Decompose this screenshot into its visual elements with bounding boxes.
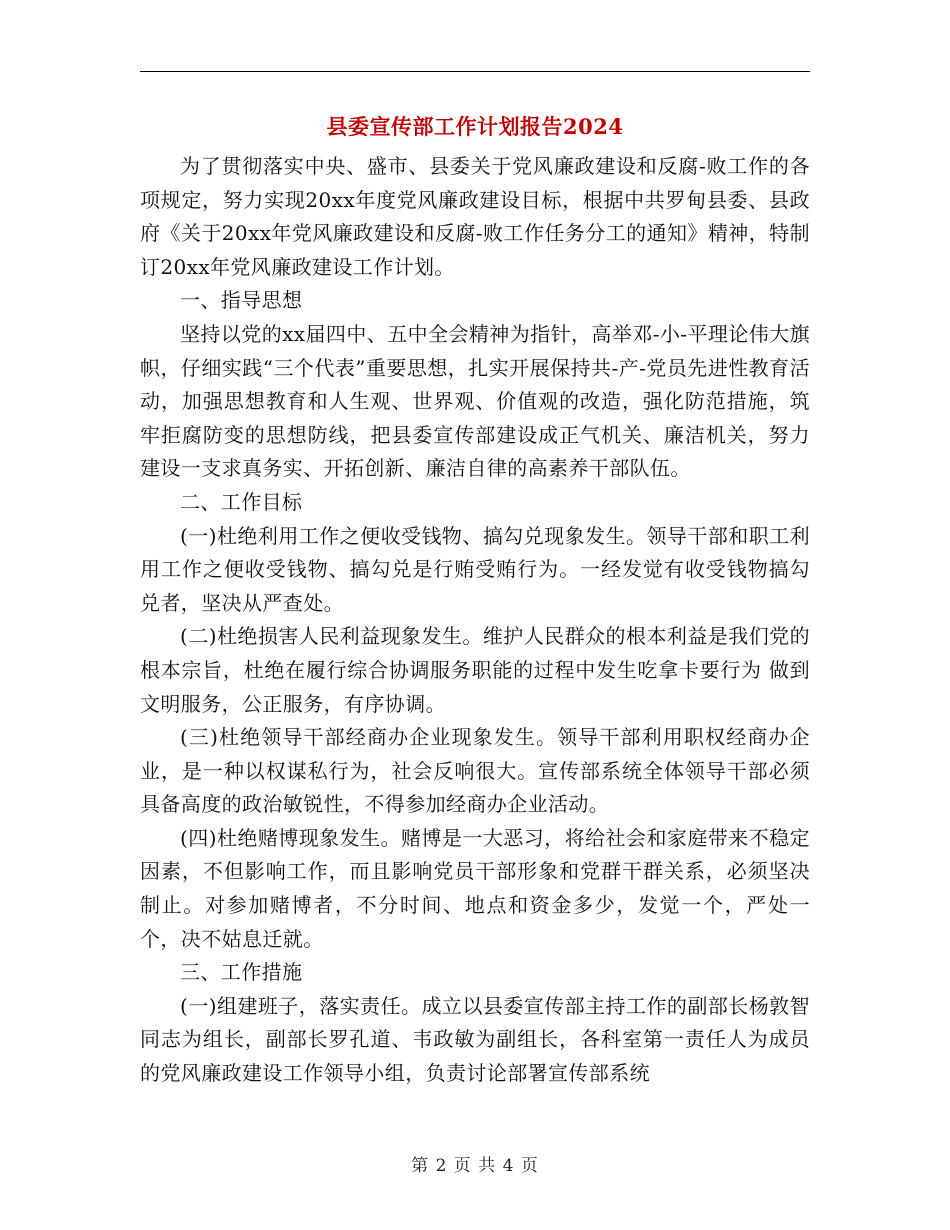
document-title: 县委宣传部工作计划报告2024 bbox=[326, 114, 624, 139]
header-rule bbox=[140, 71, 810, 72]
document-body bbox=[140, 150, 810, 1091]
intro-paragraph: 为了贯彻落实中央、盛市、县委关于党风廉政建设和反腐-败工作的各项规定，努力实现20xx年度党风廉政建设目标，根据中共罗甸县委、县政府《关于20xx年党风廉政建设和反腐-败工作任务分工的通知》精神，特制订20xx年党风廉政建设工作计划。 bbox=[140, 154, 810, 279]
work-goal-item-3: (三)杜绝领导干部经商办企业现象发生。领导干部利用职权经商办企业，是一种以权谋私行为，社会反响很大。宣传部系统全体领导干部必须具备高度的政治敏锐性，不得参加经商办企业活动。 bbox=[140, 725, 810, 817]
work-goal-item-4: (四)杜绝赌博现象发生。赌博是一大恶习，将给社会和家庭带来不稳定因素，不但影响工作，而且影响党员干部形象和党群干群关系，必须坚决制止。对参加赌博者，不分时间、地点和资金多少，发觉一个，严处一个，决不姑息迁就。 bbox=[140, 825, 810, 951]
page-number-footer: 第 2 页 共 4 页 bbox=[411, 1156, 539, 1176]
work-goal-item-2: (二)杜绝损害人民利益现象发生。维护人民群众的根本利益是我们党的根本宗旨，杜绝在履行综合协调服务职能的过程中发生吃拿卡要行为 做到文明服务，公正服务，有序协调。 bbox=[140, 624, 810, 716]
guiding-ideology-paragraph: 坚持以党的xx届四中、五中全会精神为指针，高举邓-小-平理论伟大旗帜，仔细实践“三个代表”重要思想，扎实开展保持共-产-党员先进性教育活动，加强思想教育和人生观、世界观、价值观的改造，强化防范措施，筑牢拒腐防变的思想防线，把县委宣传部建设成正气机关、廉洁机关，努力建设一支求真务实、开拓创新、廉洁自律的高素养干部队伍。 bbox=[140, 321, 810, 481]
work-measure-item-1: (一)组建班子，落实责任。成立以县委宣传部主持工作的副部长杨敦智同志为组长，副部长罗孔道、韦政敏为副组长，各科室第一责任人为成员的党风廉政建设工作领导小组，负责讨论部署宣传部系统 bbox=[140, 993, 810, 1086]
section-heading-guiding-ideology: 一、指导思想 bbox=[180, 288, 303, 313]
work-goal-item-1: (一)杜绝利用工作之便收受钱物、搞勾兑现象发生。领导干部和职工利用工作之便收受钱物、搞勾兑是行贿受贿行为。一经发觉有收受钱物搞勾兑者，坚决从严查处。 bbox=[140, 523, 810, 615]
section-heading-work-goals: 二、工作目标 bbox=[180, 489, 303, 514]
section-heading-work-measures: 三、工作措施 bbox=[180, 960, 303, 985]
